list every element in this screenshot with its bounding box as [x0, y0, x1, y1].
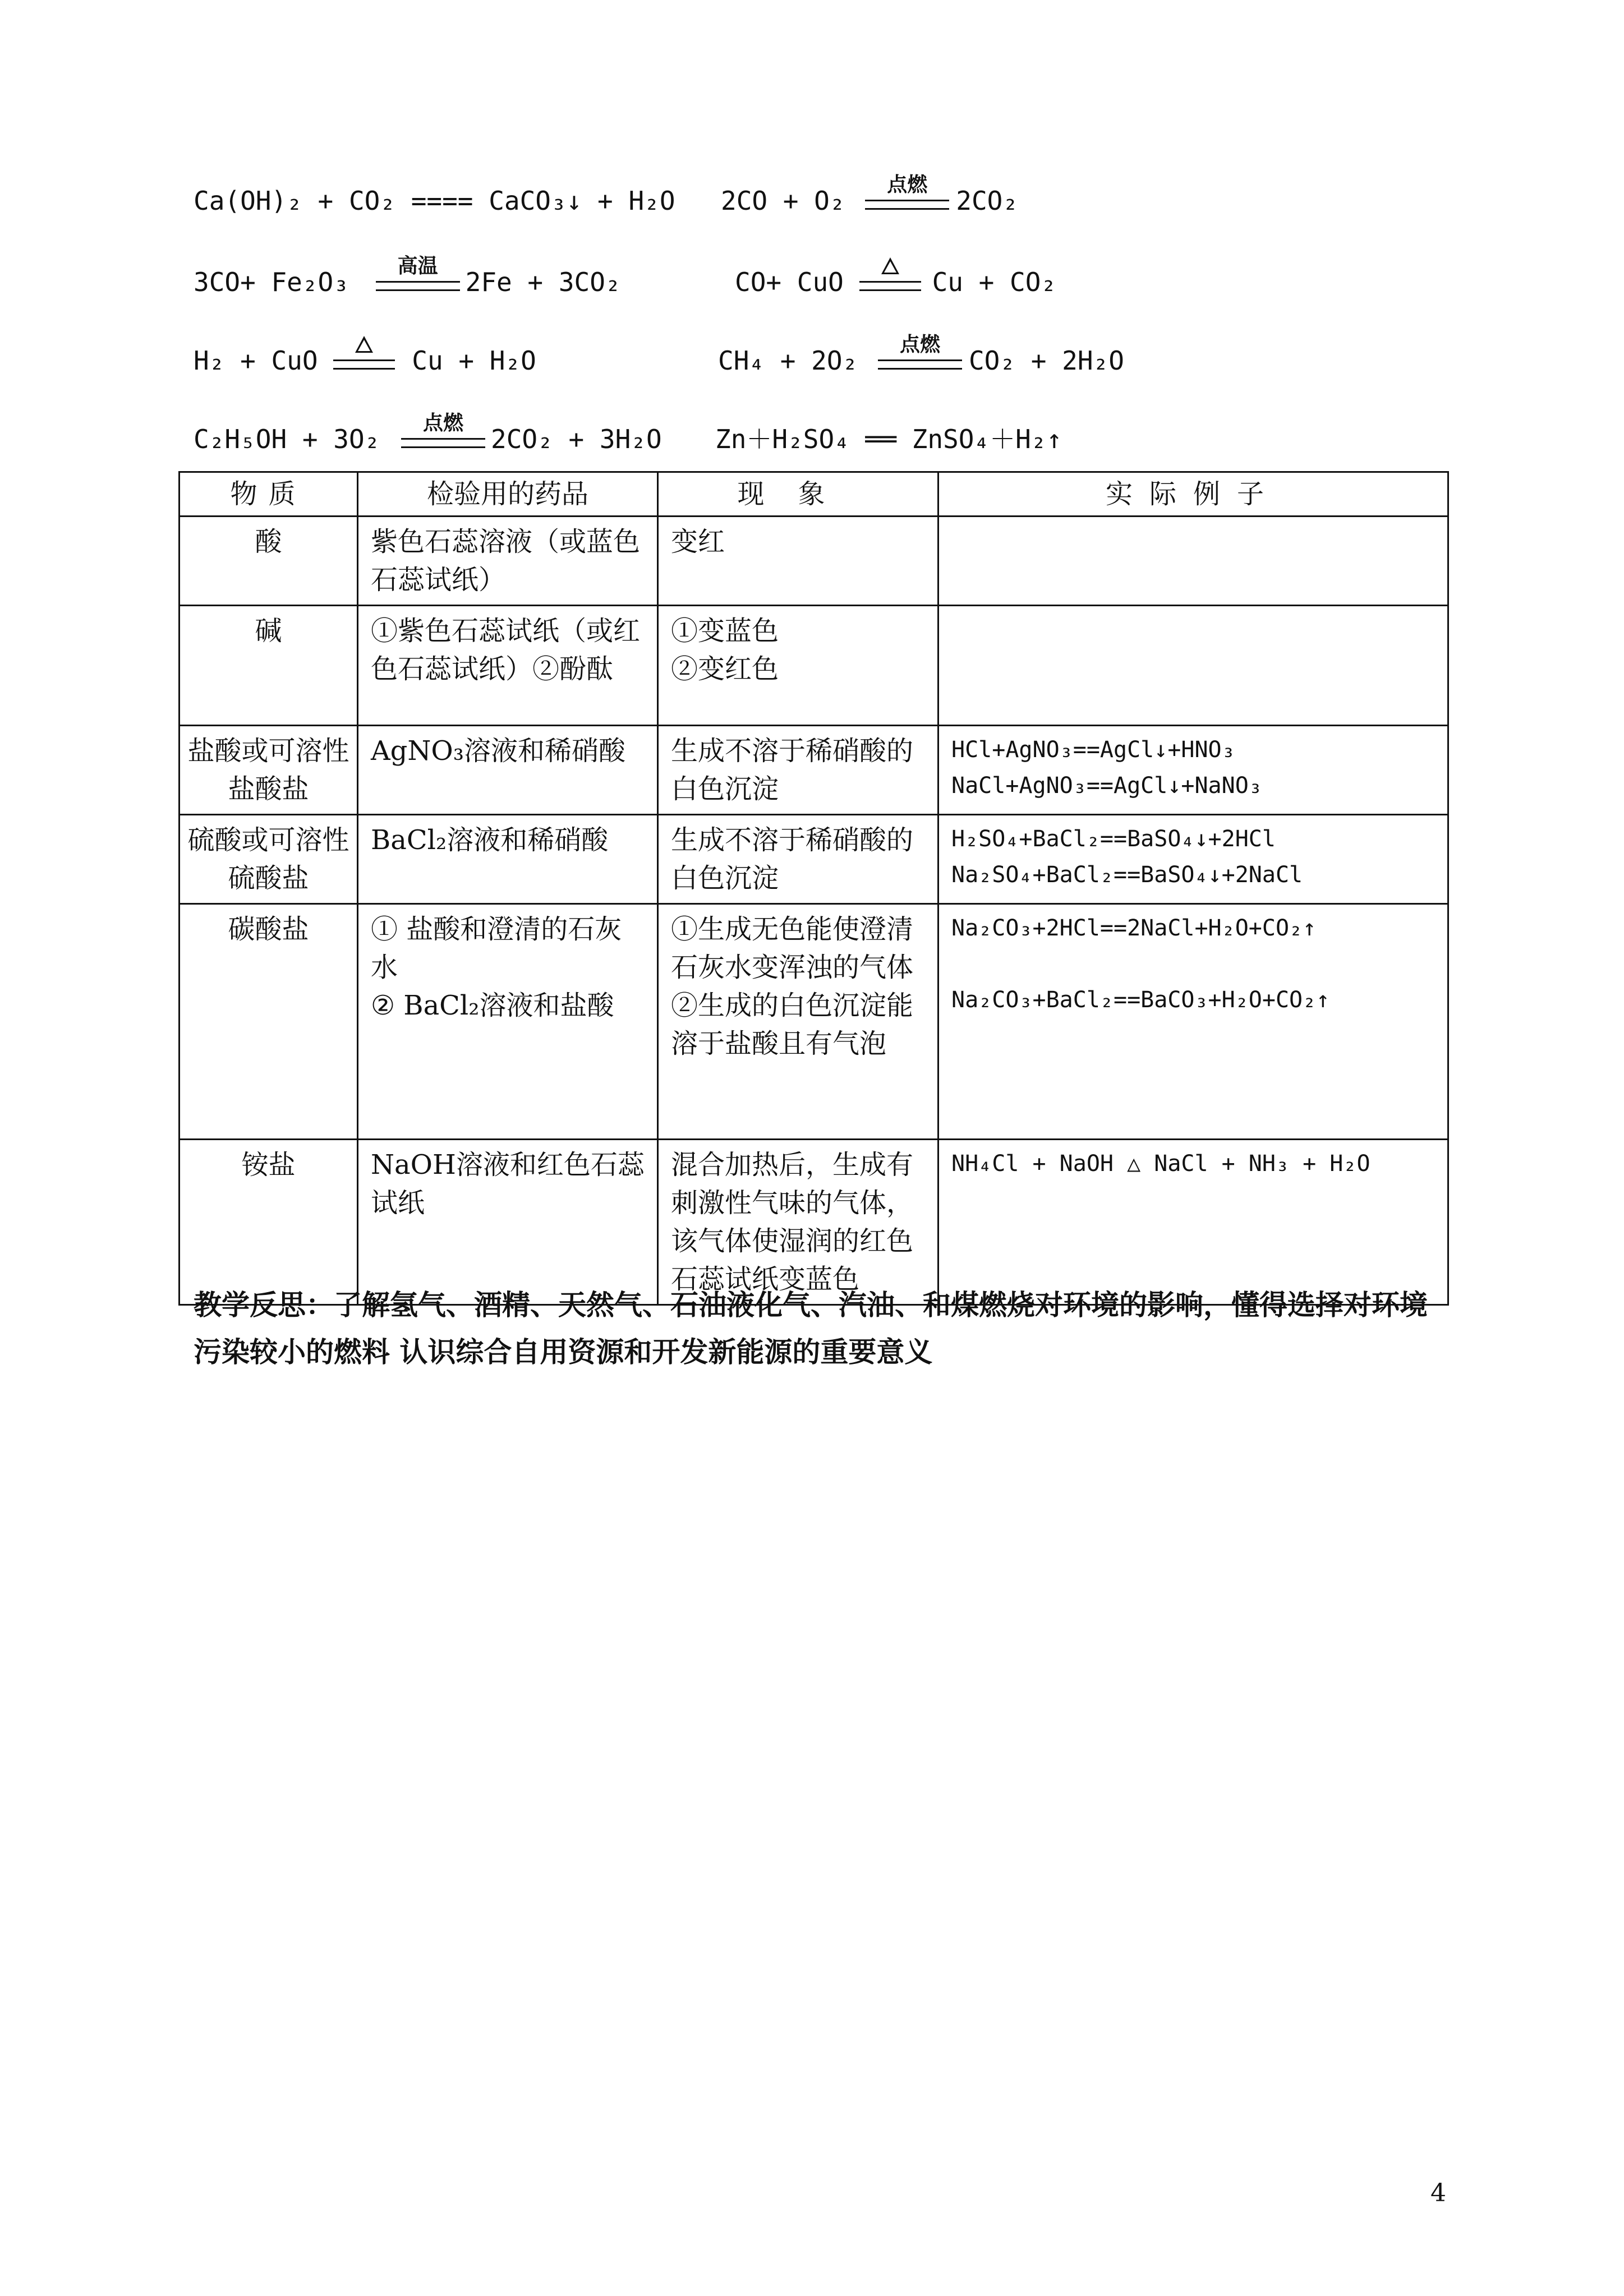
- equation-right: Cu + H₂O: [412, 345, 536, 376]
- examples-cell: [938, 517, 1448, 606]
- examples-cell: [938, 904, 1448, 1140]
- condition-label: 点燃: [899, 333, 940, 356]
- phenomenon-cell: ①变蓝色 ②变红色: [658, 606, 938, 726]
- example-equation: NaCl+AgNO₃==AgCl↓+NaNO₃: [951, 773, 1262, 799]
- example-equation: H₂SO₄+BaCl₂==BaSO₄↓+2HCl: [951, 826, 1276, 852]
- equation-left: H₂ + CuO: [194, 345, 318, 376]
- substance-cell: 硫酸或可溶性硫酸盐: [180, 815, 358, 904]
- substance-cell: 铵盐: [180, 1140, 358, 1305]
- equation-2: [721, 173, 1019, 216]
- equation-left: CO+ CuO: [735, 267, 844, 297]
- phenomenon-cell: 混合加热后，生成有刺激性气味的气体，该气体使湿润的红色石蕊试纸变蓝色: [658, 1140, 938, 1305]
- heat-triangle-icon: [355, 336, 373, 353]
- reagent-cell: ① 盐酸和澄清的石灰水 ② BaCl₂溶液和盐酸: [358, 904, 658, 1140]
- equation-6: [718, 333, 1124, 376]
- table-header-row: [180, 472, 1448, 517]
- equation-right: 2Fe + 3CO₂: [465, 267, 621, 297]
- equation-right: CO₂ + 2H₂O: [968, 345, 1124, 376]
- table-row: [180, 726, 1448, 815]
- phenomenon-cell: ①生成无色能使澄清石灰水变浑浊的气体 ②生成的白色沉淀能溶于盐酸且有气泡: [658, 904, 938, 1140]
- condition-arrow: [333, 359, 395, 370]
- table-row: [180, 815, 1448, 904]
- reagent-cell: NaOH溶液和红色石蕊试纸: [358, 1140, 658, 1305]
- examples-cell: [938, 606, 1448, 726]
- equation-4: [735, 266, 1056, 298]
- examples-cell: [938, 1140, 1448, 1305]
- equation-5: [194, 345, 536, 376]
- example-equation: Na₂CO₃+2HCl==2NaCl+H₂O+CO₂↑: [951, 915, 1317, 941]
- equation-right: 2CO₂: [956, 186, 1019, 216]
- table-row: [180, 1140, 1448, 1305]
- condition-arrow: [401, 412, 485, 448]
- condition-arrow: [376, 255, 460, 291]
- header-examples: 实际例子: [938, 472, 1448, 517]
- phenomenon-cell: 生成不溶于稀硝酸的白色沉淀: [658, 815, 938, 904]
- phenomenon-cell: 生成不溶于稀硝酸的白色沉淀: [658, 726, 938, 815]
- test-reagent-table: [178, 471, 1449, 1306]
- substance-cell: 酸: [180, 517, 358, 606]
- phenomenon-cell: 变红: [658, 517, 938, 606]
- condition-arrow: [878, 333, 962, 370]
- header-reagent: 检验用的药品: [358, 472, 658, 517]
- condition-arrow: [865, 173, 949, 210]
- equation-7: [194, 412, 662, 455]
- header-substance: 物质: [180, 472, 358, 517]
- reagent-cell: AgNO₃溶液和稀硝酸: [358, 726, 658, 815]
- header-phenomenon: 现象: [658, 472, 938, 517]
- equation-text: Zn＋H₂SO₄ ══ ZnSO₄＋H₂↑: [715, 424, 1062, 454]
- equation-right: 2CO₂ + 3H₂O: [491, 424, 662, 454]
- table-row: [180, 606, 1448, 726]
- examples-cell: [938, 815, 1448, 904]
- equation-left: CH₄ + 2O₂: [718, 345, 858, 376]
- condition-label: 点燃: [887, 173, 928, 196]
- equation-8: [715, 423, 1062, 455]
- reagent-cell: BaCl₂溶液和稀硝酸: [358, 815, 658, 904]
- equation-left: 3CO+ Fe₂O₃: [194, 267, 349, 297]
- examples-cell: [938, 726, 1448, 815]
- teaching-reflection: 教学反思：了解氢气、酒精、天然气、石油液化气、汽油、和煤燃烧对环境的影响，懂得选择对环境污染较小的燃料 认识综合自用资源和开发新能源的重要意义: [194, 1289, 1428, 1368]
- table-row: [180, 904, 1448, 1140]
- page-number: 4: [1430, 2179, 1446, 2207]
- example-equation: Na₂SO₄+BaCl₂==BaSO₄↓+2NaCl: [951, 862, 1303, 888]
- example-equation: Na₂CO₃+BaCl₂==BaCO₃+H₂O+CO₂↑: [951, 987, 1330, 1013]
- condition-arrow: [859, 281, 921, 291]
- substance-cell: 碳酸盐: [180, 904, 358, 1140]
- substance-cell: 碱: [180, 606, 358, 726]
- equation-1: [194, 185, 675, 216]
- equation-text: Ca(OH)₂ + CO₂ ==== CaCO₃↓ + H₂O: [194, 186, 675, 216]
- equation-3: [194, 255, 621, 298]
- equation-left: 2CO + O₂: [721, 186, 845, 216]
- substance-cell: 盐酸或可溶性盐酸盐: [180, 726, 358, 815]
- equation-right: Cu + CO₂: [932, 267, 1057, 297]
- heat-triangle-icon: [881, 257, 899, 274]
- reagent-cell: ①紫色石蕊试纸（或红色石蕊试纸）②酚酞: [358, 606, 658, 726]
- reagent-cell: 紫色石蕊溶液（或蓝色石蕊试纸）: [358, 517, 658, 606]
- table-row: [180, 517, 1448, 606]
- condition-label: 高温: [397, 255, 438, 278]
- condition-label: 点燃: [423, 412, 464, 435]
- example-equation: NH₄Cl + NaOH △ NaCl + NH₃ + H₂O: [951, 1151, 1370, 1177]
- example-equation: HCl+AgNO₃==AgCl↓+HNO₃: [951, 737, 1235, 763]
- equation-left: C₂H₅OH + 3O₂: [194, 424, 380, 454]
